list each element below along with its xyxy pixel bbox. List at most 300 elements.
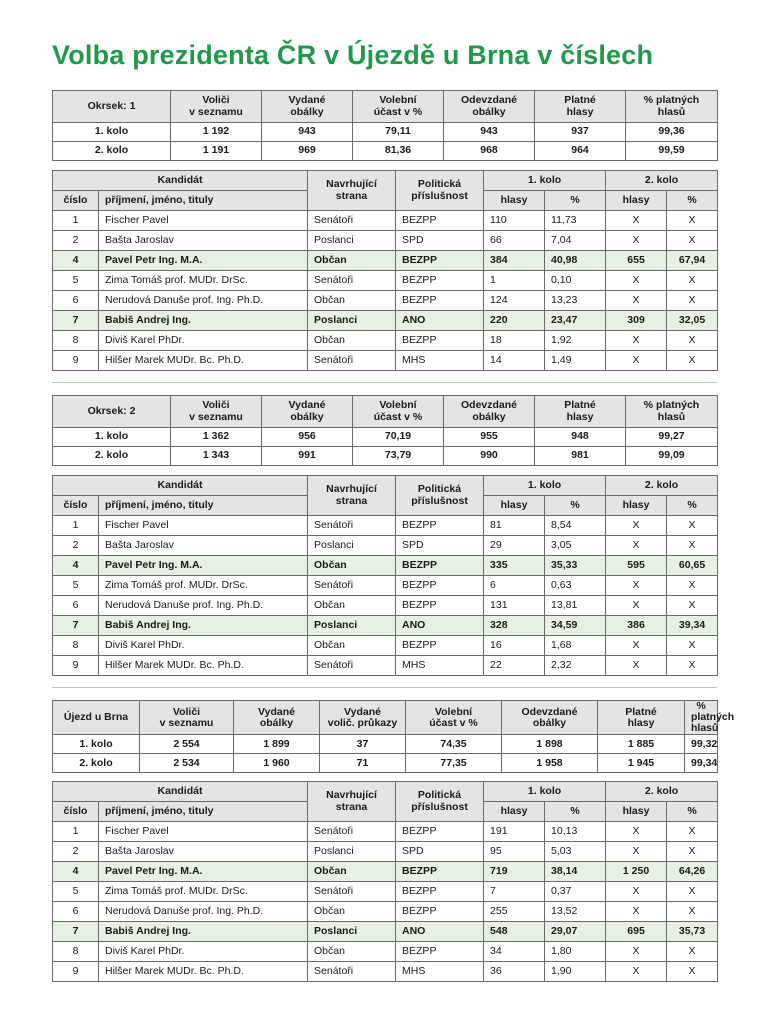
round1-percent: 13,81 <box>545 596 606 616</box>
round1-percent: 0,63 <box>545 576 606 596</box>
party-header: Navrhující strana <box>308 782 396 822</box>
candidate-party: Občan <box>308 291 396 311</box>
turnout-value: 1 899 <box>234 735 320 754</box>
round2-percent: X <box>667 211 718 231</box>
candidate-row <box>53 251 718 271</box>
round2-votes: 1 250 <box>606 862 667 882</box>
round2-votes: X <box>606 271 667 291</box>
candidate-party: Poslanci <box>308 922 396 942</box>
round1-votes: 1 <box>484 271 545 291</box>
party-header: Navrhující strana <box>308 476 396 516</box>
section-divider <box>52 687 717 688</box>
round1-votes: 548 <box>484 922 545 942</box>
turnout-header: Voliči v seznamu <box>171 396 262 428</box>
round1-header: 1. kolo <box>484 782 606 802</box>
candidate-row <box>53 291 718 311</box>
candidate-number: 2 <box>53 231 99 251</box>
round1-votes: 384 <box>484 251 545 271</box>
candidate-row <box>53 211 718 231</box>
candidate-number: 7 <box>53 616 99 636</box>
turnout-header: Vydané obálky <box>234 701 320 735</box>
candidate-row <box>53 311 718 331</box>
candidate-affiliation: BEZPP <box>396 556 484 576</box>
turnout-header: % platných hlasů <box>685 701 718 735</box>
round1-percent: 1,80 <box>545 942 606 962</box>
round1-percent: 1,90 <box>545 962 606 982</box>
turnout-header: Vydané obálky <box>262 396 353 428</box>
turnout-header: Vydané volič. průkazy <box>320 701 406 735</box>
round2-percent: X <box>667 271 718 291</box>
turnout-header: Platné hlasy <box>535 396 626 428</box>
turnout-value: 37 <box>320 735 406 754</box>
round1-votes: 66 <box>484 231 545 251</box>
candidate-name: Diviš Karel PhDr. <box>99 942 308 962</box>
candidate-number: 8 <box>53 331 99 351</box>
round1-votes: 95 <box>484 842 545 862</box>
round2-votes: X <box>606 576 667 596</box>
round2-percent: X <box>667 942 718 962</box>
round1-percent: 13,23 <box>545 291 606 311</box>
turnout-value: 955 <box>444 428 535 447</box>
round1-votes: 7 <box>484 882 545 902</box>
candidate-row <box>53 882 718 902</box>
turnout-value: 99,36 <box>626 123 718 142</box>
round2-votes: X <box>606 516 667 536</box>
round2-percent: X <box>667 636 718 656</box>
candidate-number: 9 <box>53 351 99 371</box>
candidate-affiliation: MHS <box>396 351 484 371</box>
turnout-value: 1 192 <box>171 123 262 142</box>
candidate-party: Občan <box>308 942 396 962</box>
votes-header: hlasy <box>606 802 667 822</box>
round2-percent: X <box>667 331 718 351</box>
round2-percent: X <box>667 882 718 902</box>
candidate-affiliation: BEZPP <box>396 331 484 351</box>
turnout-value: 1 343 <box>171 447 262 466</box>
turnout-header: Vydané obálky <box>262 91 353 123</box>
turnout-value: 99,59 <box>626 142 718 161</box>
candidate-affiliation: MHS <box>396 656 484 676</box>
round2-votes: 386 <box>606 616 667 636</box>
round-label: 1. kolo <box>53 735 140 754</box>
candidate-name: Zima Tomáš prof. MUDr. DrSc. <box>99 271 308 291</box>
candidate-affiliation: BEZPP <box>396 822 484 842</box>
turnout-value: 99,27 <box>626 428 718 447</box>
candidate-name: Bašta Jaroslav <box>99 536 308 556</box>
candidate-affiliation: SPD <box>396 842 484 862</box>
turnout-header: % platných hlasů <box>626 396 718 428</box>
round1-votes: 124 <box>484 291 545 311</box>
round1-percent: 5,03 <box>545 842 606 862</box>
candidate-party: Občan <box>308 596 396 616</box>
round2-percent: X <box>667 516 718 536</box>
candidate-number: 7 <box>53 311 99 331</box>
votes-header: hlasy <box>484 191 545 211</box>
candidate-name: Nerudová Danuše prof. Ing. Ph.D. <box>99 902 308 922</box>
candidate-number: 5 <box>53 576 99 596</box>
round1-votes: 335 <box>484 556 545 576</box>
turnout-header: Platné hlasy <box>598 701 685 735</box>
candidate-name: Babiš Andrej Ing. <box>99 922 308 942</box>
turnout-value: 990 <box>444 447 535 466</box>
candidate-header: Kandidát <box>53 782 308 802</box>
candidate-number: 4 <box>53 862 99 882</box>
round2-votes: X <box>606 211 667 231</box>
candidate-party: Senátoři <box>308 822 396 842</box>
candidate-number: 5 <box>53 271 99 291</box>
candidate-name: Hilšer Marek MUDr. Bc. Ph.D. <box>99 656 308 676</box>
turnout-value: 2 554 <box>140 735 234 754</box>
round2-percent: X <box>667 536 718 556</box>
candidate-number: 1 <box>53 516 99 536</box>
candidate-name: Bašta Jaroslav <box>99 842 308 862</box>
turnout-value: 99,09 <box>626 447 718 466</box>
candidate-affiliation: BEZPP <box>396 271 484 291</box>
round1-percent: 34,59 <box>545 616 606 636</box>
percent-header: % <box>667 802 718 822</box>
round1-percent: 29,07 <box>545 922 606 942</box>
turnout-value: 1 958 <box>502 754 598 773</box>
votes-header: hlasy <box>606 191 667 211</box>
affiliation-header: Politická příslušnost <box>396 171 484 211</box>
candidate-number: 8 <box>53 636 99 656</box>
candidate-row <box>53 616 718 636</box>
affiliation-header: Politická příslušnost <box>396 476 484 516</box>
round2-votes: 695 <box>606 922 667 942</box>
turnout-header: Voliči v seznamu <box>140 701 234 735</box>
turnout-value: 968 <box>444 142 535 161</box>
candidate-party: Senátoři <box>308 516 396 536</box>
round1-votes: 34 <box>484 942 545 962</box>
turnout-row <box>53 735 718 754</box>
turnout-value: 943 <box>262 123 353 142</box>
candidate-party: Senátoři <box>308 271 396 291</box>
round1-percent: 0,10 <box>545 271 606 291</box>
turnout-header: % platných hlasů <box>626 91 718 123</box>
turnout-value: 71 <box>320 754 406 773</box>
candidate-party: Senátoři <box>308 882 396 902</box>
round-label: 2. kolo <box>53 142 171 161</box>
candidate-number: 7 <box>53 922 99 942</box>
candidate-name: Fischer Pavel <box>99 211 308 231</box>
round1-percent: 3,05 <box>545 536 606 556</box>
round1-percent: 1,68 <box>545 636 606 656</box>
turnout-value: 981 <box>535 447 626 466</box>
candidate-row <box>53 331 718 351</box>
turnout-value: 1 362 <box>171 428 262 447</box>
round2-votes: X <box>606 656 667 676</box>
candidate-party: Poslanci <box>308 231 396 251</box>
party-header: Navrhující strana <box>308 171 396 211</box>
candidate-affiliation: BEZPP <box>396 516 484 536</box>
turnout-value: 991 <box>262 447 353 466</box>
turnout-row <box>53 428 718 447</box>
round2-percent: 60,65 <box>667 556 718 576</box>
turnout-row <box>53 754 718 773</box>
candidate-name: Bašta Jaroslav <box>99 231 308 251</box>
candidate-name: Zima Tomáš prof. MUDr. DrSc. <box>99 882 308 902</box>
turnout-header: Odevzdané obálky <box>444 91 535 123</box>
candidate-affiliation: BEZPP <box>396 882 484 902</box>
turnout-value: 70,19 <box>353 428 444 447</box>
round1-votes: 16 <box>484 636 545 656</box>
candidate-row <box>53 922 718 942</box>
candidate-affiliation: SPD <box>396 231 484 251</box>
candidate-party: Občan <box>308 556 396 576</box>
candidate-number: 4 <box>53 556 99 576</box>
round2-votes: X <box>606 902 667 922</box>
number-header: číslo <box>53 191 99 211</box>
round1-votes: 110 <box>484 211 545 231</box>
candidate-row <box>53 962 718 982</box>
turnout-header: Voliči v seznamu <box>171 91 262 123</box>
candidate-affiliation: BEZPP <box>396 596 484 616</box>
candidate-name: Zima Tomáš prof. MUDr. DrSc. <box>99 576 308 596</box>
round1-percent: 8,54 <box>545 516 606 536</box>
turnout-row <box>53 447 718 466</box>
round2-header: 2. kolo <box>606 476 718 496</box>
round2-votes: X <box>606 536 667 556</box>
turnout-header: Volební účast v % <box>353 396 444 428</box>
percent-header: % <box>545 191 606 211</box>
round2-votes: X <box>606 882 667 902</box>
candidate-name: Pavel Petr Ing. M.A. <box>99 556 308 576</box>
turnout-value: 937 <box>535 123 626 142</box>
round-label: 2. kolo <box>53 754 140 773</box>
candidate-number: 9 <box>53 656 99 676</box>
round1-votes: 22 <box>484 656 545 676</box>
round2-percent: 32,05 <box>667 311 718 331</box>
section-divider <box>52 382 717 383</box>
candidate-row <box>53 656 718 676</box>
round2-percent: X <box>667 576 718 596</box>
round1-votes: 328 <box>484 616 545 636</box>
round1-percent: 10,13 <box>545 822 606 842</box>
round-label: 1. kolo <box>53 428 171 447</box>
round1-votes: 6 <box>484 576 545 596</box>
candidate-header: Kandidát <box>53 476 308 496</box>
round2-votes: X <box>606 351 667 371</box>
turnout-value: 956 <box>262 428 353 447</box>
candidate-row <box>53 576 718 596</box>
candidate-affiliation: BEZPP <box>396 251 484 271</box>
percent-header: % <box>667 496 718 516</box>
candidate-number: 2 <box>53 842 99 862</box>
candidate-row <box>53 231 718 251</box>
candidate-party: Občan <box>308 862 396 882</box>
round2-votes: X <box>606 331 667 351</box>
candidate-affiliation: ANO <box>396 922 484 942</box>
round1-percent: 1,92 <box>545 331 606 351</box>
candidate-affiliation: SPD <box>396 536 484 556</box>
candidate-header: Kandidát <box>53 171 308 191</box>
candidate-number: 6 <box>53 902 99 922</box>
turnout-header: Volební účast v % <box>406 701 502 735</box>
round2-votes: 595 <box>606 556 667 576</box>
candidate-row <box>53 822 718 842</box>
candidate-affiliation: BEZPP <box>396 576 484 596</box>
candidate-number: 9 <box>53 962 99 982</box>
percent-header: % <box>545 496 606 516</box>
percent-header: % <box>667 191 718 211</box>
round1-votes: 131 <box>484 596 545 616</box>
candidate-row <box>53 516 718 536</box>
candidate-table <box>52 475 718 676</box>
round2-percent: X <box>667 822 718 842</box>
number-header: číslo <box>53 802 99 822</box>
candidate-affiliation: BEZPP <box>396 862 484 882</box>
turnout-value: 1 898 <box>502 735 598 754</box>
round2-percent: X <box>667 962 718 982</box>
candidate-affiliation: ANO <box>396 311 484 331</box>
round2-votes: 655 <box>606 251 667 271</box>
round1-percent: 1,49 <box>545 351 606 371</box>
candidate-name: Nerudová Danuše prof. Ing. Ph.D. <box>99 596 308 616</box>
round2-percent: X <box>667 351 718 371</box>
turnout-value: 81,36 <box>353 142 444 161</box>
candidate-number: 8 <box>53 942 99 962</box>
candidate-name: Fischer Pavel <box>99 516 308 536</box>
turnout-value: 74,35 <box>406 735 502 754</box>
name-header: příjmení, jméno, tituly <box>99 191 308 211</box>
round2-votes: X <box>606 822 667 842</box>
turnout-table <box>52 700 735 773</box>
candidate-party: Občan <box>308 251 396 271</box>
candidate-affiliation: ANO <box>396 616 484 636</box>
round2-percent: 35,73 <box>667 922 718 942</box>
round2-votes: X <box>606 942 667 962</box>
turnout-value: 948 <box>535 428 626 447</box>
votes-header: hlasy <box>484 496 545 516</box>
candidate-number: 5 <box>53 882 99 902</box>
candidate-number: 1 <box>53 211 99 231</box>
candidate-name: Diviš Karel PhDr. <box>99 331 308 351</box>
votes-header: hlasy <box>606 496 667 516</box>
turnout-header: Odevzdané obálky <box>502 701 598 735</box>
round1-percent: 2,32 <box>545 656 606 676</box>
candidate-name: Babiš Andrej Ing. <box>99 616 308 636</box>
round1-header: 1. kolo <box>484 171 606 191</box>
round2-votes: X <box>606 596 667 616</box>
turnout-value: 1 885 <box>598 735 685 754</box>
candidate-party: Senátoři <box>308 351 396 371</box>
turnout-value: 1 960 <box>234 754 320 773</box>
candidate-party: Senátoři <box>308 962 396 982</box>
candidate-party: Senátoři <box>308 656 396 676</box>
round2-header: 2. kolo <box>606 782 718 802</box>
candidate-party: Občan <box>308 331 396 351</box>
candidate-table <box>52 781 718 982</box>
candidate-name: Nerudová Danuše prof. Ing. Ph.D. <box>99 291 308 311</box>
round1-percent: 11,73 <box>545 211 606 231</box>
round1-header: 1. kolo <box>484 476 606 496</box>
round1-percent: 38,14 <box>545 862 606 882</box>
candidate-row <box>53 556 718 576</box>
candidate-row <box>53 271 718 291</box>
round1-votes: 29 <box>484 536 545 556</box>
candidate-number: 6 <box>53 596 99 616</box>
candidate-row <box>53 636 718 656</box>
round2-percent: X <box>667 656 718 676</box>
section-label: Okrsek: 1 <box>53 91 171 123</box>
turnout-value: 99,32 <box>685 735 718 754</box>
round2-percent: X <box>667 231 718 251</box>
turnout-header: Platné hlasy <box>535 91 626 123</box>
turnout-value: 969 <box>262 142 353 161</box>
candidate-name: Diviš Karel PhDr. <box>99 636 308 656</box>
candidate-number: 2 <box>53 536 99 556</box>
turnout-header: Odevzdané obálky <box>444 396 535 428</box>
round1-votes: 719 <box>484 862 545 882</box>
round1-percent: 35,33 <box>545 556 606 576</box>
percent-header: % <box>545 802 606 822</box>
candidate-name: Fischer Pavel <box>99 822 308 842</box>
candidate-party: Senátoři <box>308 211 396 231</box>
candidate-party: Občan <box>308 902 396 922</box>
candidate-party: Poslanci <box>308 616 396 636</box>
round2-percent: X <box>667 842 718 862</box>
round2-votes: X <box>606 231 667 251</box>
round2-votes: X <box>606 636 667 656</box>
round2-votes: 309 <box>606 311 667 331</box>
candidate-row <box>53 862 718 882</box>
candidate-row <box>53 902 718 922</box>
section-label: Újezd u Brna <box>53 701 140 735</box>
turnout-row <box>53 123 718 142</box>
candidate-row <box>53 842 718 862</box>
candidate-party: Občan <box>308 636 396 656</box>
votes-header: hlasy <box>484 802 545 822</box>
turnout-value: 2 534 <box>140 754 234 773</box>
round1-percent: 13,52 <box>545 902 606 922</box>
candidate-name: Pavel Petr Ing. M.A. <box>99 251 308 271</box>
round2-percent: 39,34 <box>667 616 718 636</box>
candidate-party: Poslanci <box>308 311 396 331</box>
round-label: 1. kolo <box>53 123 171 142</box>
round2-votes: X <box>606 291 667 311</box>
candidate-number: 6 <box>53 291 99 311</box>
round1-percent: 0,37 <box>545 882 606 902</box>
round1-percent: 23,47 <box>545 311 606 331</box>
candidate-number: 4 <box>53 251 99 271</box>
candidate-affiliation: BEZPP <box>396 291 484 311</box>
round1-votes: 18 <box>484 331 545 351</box>
round1-percent: 40,98 <box>545 251 606 271</box>
candidate-affiliation: BEZPP <box>396 636 484 656</box>
round1-votes: 14 <box>484 351 545 371</box>
turnout-value: 964 <box>535 142 626 161</box>
candidate-table <box>52 170 718 371</box>
round1-votes: 220 <box>484 311 545 331</box>
candidate-affiliation: BEZPP <box>396 211 484 231</box>
candidate-name: Hilšer Marek MUDr. Bc. Ph.D. <box>99 962 308 982</box>
round1-votes: 255 <box>484 902 545 922</box>
candidate-number: 1 <box>53 822 99 842</box>
name-header: příjmení, jméno, tituly <box>99 496 308 516</box>
turnout-value: 1 191 <box>171 142 262 161</box>
round2-votes: X <box>606 842 667 862</box>
candidate-party: Poslanci <box>308 842 396 862</box>
turnout-value: 79,11 <box>353 123 444 142</box>
candidate-row <box>53 536 718 556</box>
turnout-row <box>53 142 718 161</box>
round2-percent: X <box>667 596 718 616</box>
round2-header: 2. kolo <box>606 171 718 191</box>
round-label: 2. kolo <box>53 447 171 466</box>
candidate-affiliation: MHS <box>396 962 484 982</box>
round2-percent: 64,26 <box>667 862 718 882</box>
candidate-affiliation: BEZPP <box>396 902 484 922</box>
